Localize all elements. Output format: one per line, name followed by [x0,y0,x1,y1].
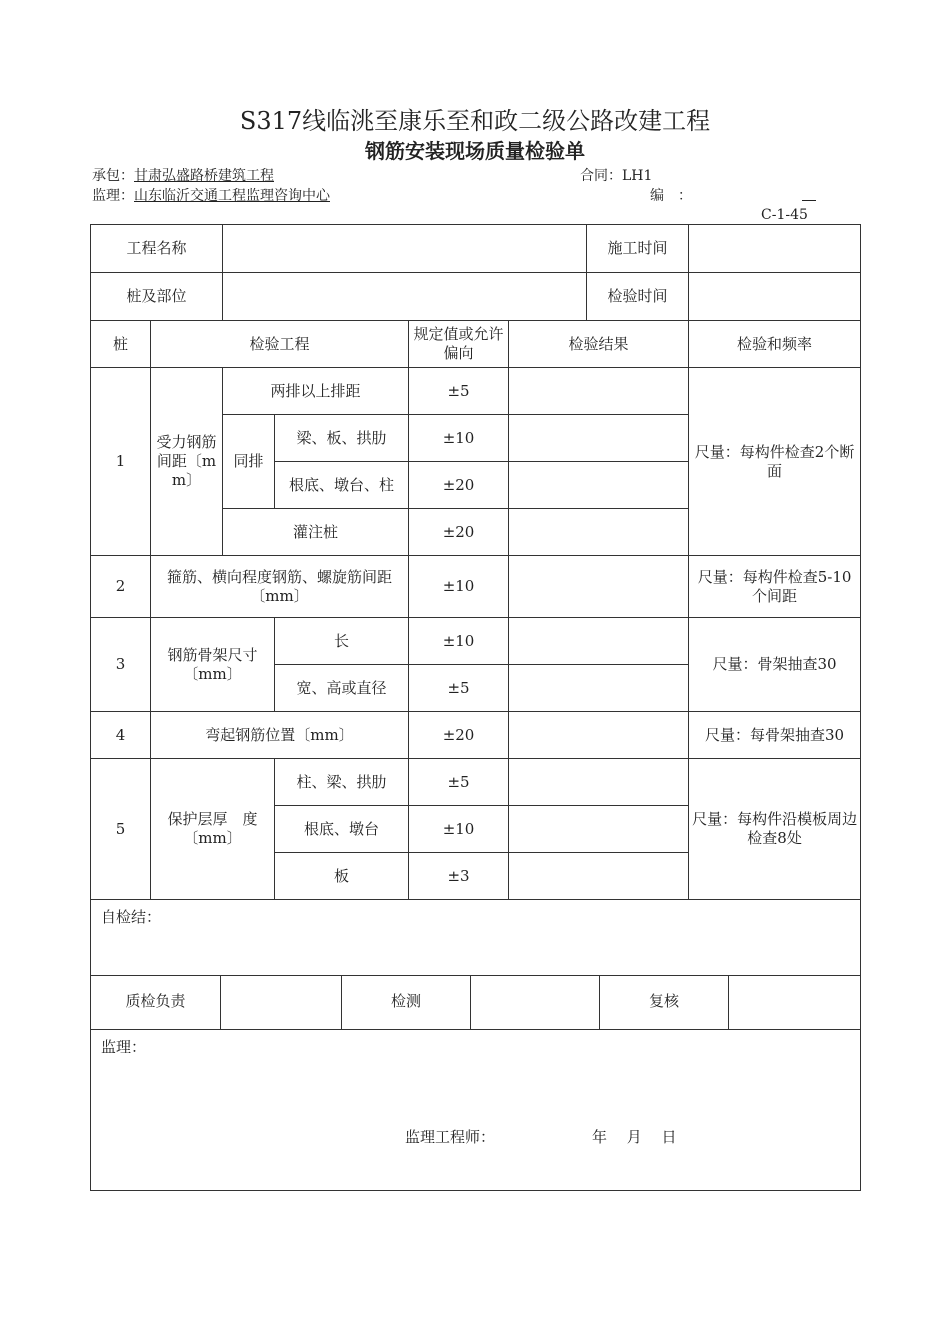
review-label: 复核 [600,975,729,1029]
review-field[interactable] [729,975,861,1029]
result-cell[interactable] [509,462,689,509]
row-tolerance: ±20 [409,712,509,759]
row-group-label: 保护层厚 度〔mm〕 [151,759,275,900]
row-tolerance: ±5 [409,759,509,806]
row-item: 板 [275,853,409,900]
form-code: C-1-45 [761,207,808,223]
row-tolerance: ±5 [409,665,509,712]
number-underline [802,200,816,201]
result-cell[interactable] [509,368,689,415]
row-tolerance: ±10 [409,618,509,665]
test-label: 检测 [342,975,471,1029]
date-label: 年 月 日 [592,1128,677,1146]
result-cell[interactable] [509,618,689,665]
contractor-name: 甘肃弘盛路桥建筑工程 [134,168,274,184]
contract-label: 合同：LH1 [580,168,653,184]
row-item: 宽、高或直径 [275,665,409,712]
quality-lead-field[interactable] [221,975,342,1029]
row-number: 1 [91,368,151,556]
row-item: 根底、墩台、柱 [275,462,409,509]
result-cell[interactable] [509,665,689,712]
row-number: 4 [91,712,151,759]
row-item: 根底、墩台 [275,806,409,853]
row-number: 3 [91,618,151,712]
row-tolerance: ±10 [409,556,509,618]
construction-time-field[interactable] [689,225,861,273]
col-header-item: 检验工程 [151,321,409,368]
self-check-label: 自检结： [101,908,162,926]
supervisor-line [92,187,330,205]
result-cell[interactable] [509,853,689,900]
result-cell[interactable] [509,415,689,462]
row-method: 尺量：每骨架抽查30 [689,712,861,759]
row-item: 梁、板、拱肋 [275,415,409,462]
row-tolerance: ±20 [409,462,509,509]
contractor-line [92,167,274,185]
row-tolerance: ±20 [409,509,509,556]
row-item: 灌注桩 [223,509,409,556]
engineer-label: 监理工程师： [405,1128,496,1146]
supervision-label: 监理： [101,1037,147,1056]
result-cell[interactable] [509,556,689,618]
row-item: 箍筋、横向程度钢筋、螺旋筋间距〔mm〕 [151,556,409,618]
row-tolerance: ±10 [409,415,509,462]
row-method: 尺量：每构件检查2个断面 [689,368,861,556]
document-subtitle: 钢筋安装现场质量检验单 [365,139,585,163]
inspection-table [90,224,861,976]
col-header-method: 检验和频率 [689,321,861,368]
signature-table [90,975,861,1191]
col-header-no: 桩 [91,321,151,368]
result-cell[interactable] [509,712,689,759]
row-subgroup-label: 同排 [223,415,275,509]
row-group-label: 钢筋骨架尺寸〔mm〕 [151,618,275,712]
construction-time-label: 施工时间 [587,225,689,273]
row-tolerance: ±10 [409,806,509,853]
row-item: 两排以上排距 [223,368,409,415]
document-title: S317线临洮至康乐至和政二级公路改建工程 [239,107,711,135]
supervisor-label: 监理： [92,188,134,204]
number-label: 编 ： [650,188,692,204]
result-cell[interactable] [509,759,689,806]
supervision-area[interactable] [91,1029,861,1190]
supervisor-name: 山东临沂交通工程监理咨询中心 [134,188,330,204]
row-tolerance: ±5 [409,368,509,415]
row-method: 尺量：骨架抽查30 [689,618,861,712]
project-name-label: 工程名称 [91,225,223,273]
quality-lead-label: 质检负责 [91,975,221,1029]
inspection-time-label: 检验时间 [587,273,689,321]
test-field[interactable] [471,975,600,1029]
row-method: 尺量：每构件检查5-10个间距 [689,556,861,618]
row-tolerance: ±3 [409,853,509,900]
col-header-tolerance: 规定值或允许偏向 [409,321,509,368]
contractor-label: 承包： [92,168,134,184]
row-number: 2 [91,556,151,618]
row-group-label: 受力钢筋间距〔mm〕 [151,368,223,556]
row-item: 长 [275,618,409,665]
row-method: 尺量：每构件沿模板周边检查8处 [689,759,861,900]
result-cell[interactable] [509,509,689,556]
self-check-area[interactable] [91,900,861,976]
project-name-field[interactable] [223,225,587,273]
station-field[interactable] [223,273,587,321]
row-item: 弯起钢筋位置〔mm〕 [151,712,409,759]
row-item: 柱、梁、拱肋 [275,759,409,806]
inspection-time-field[interactable] [689,273,861,321]
station-label: 桩及部位 [91,273,223,321]
row-number: 5 [91,759,151,900]
col-header-result: 检验结果 [509,321,689,368]
result-cell[interactable] [509,806,689,853]
